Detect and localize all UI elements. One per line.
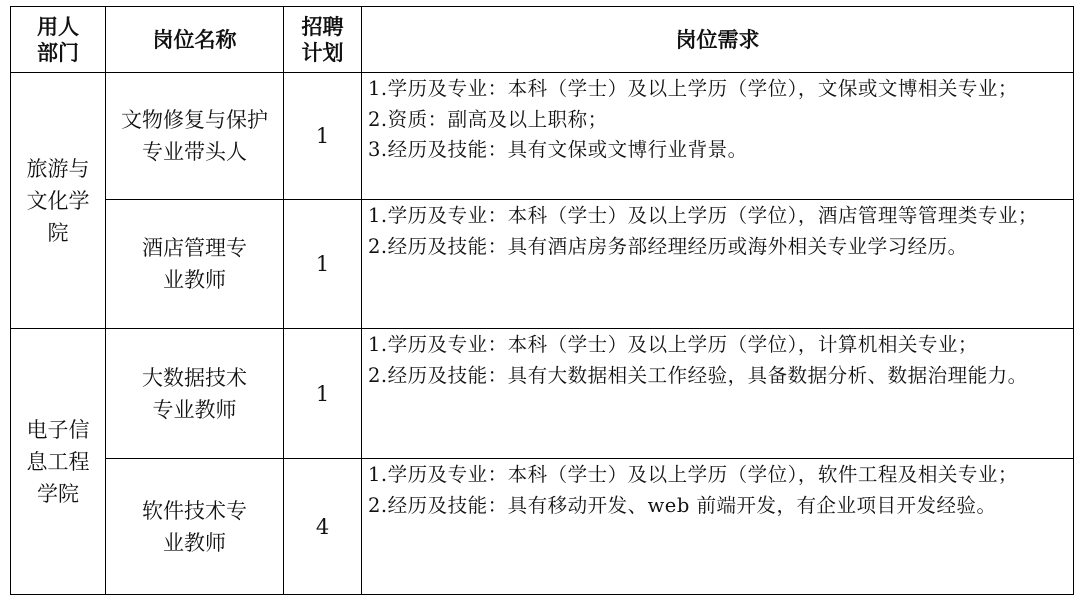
table-row <box>11 73 1074 200</box>
requirement-line: 2.经历及技能：具有移动开发、web 前端开发，有企业项目开发经验。 <box>368 493 997 517</box>
requirements-cell <box>362 459 1074 595</box>
requirement-line: 1.学历及专业：本科（学士）及以上学历（学位），文保或文博相关专业； <box>368 77 1018 100</box>
dept-cell: 电子信息工程学院 <box>11 329 106 595</box>
position-cell: 大数据技术专业教师 <box>106 329 284 459</box>
requirement-line: 1.学历及专业：本科（学士）及以上学历（学位），酒店管理等管理类专业； <box>368 204 1038 227</box>
table-row <box>11 459 1074 595</box>
count-cell: 1 <box>284 73 362 200</box>
header-plan: 招聘计划 <box>284 7 362 73</box>
position-cell: 软件技术专业教师 <box>106 459 284 595</box>
requirement-line: 2.经历及技能：具有酒店房务部经理经历或海外相关专业学习经历。 <box>368 234 968 258</box>
requirements-cell <box>362 329 1074 459</box>
count-cell: 1 <box>284 329 362 459</box>
dept-cell: 旅游与文化学院 <box>11 73 106 329</box>
requirement-line: 2.经历及技能：具有大数据相关工作经验，具备数据分析、数据治理能力。 <box>368 363 1028 387</box>
requirements-cell <box>362 200 1074 329</box>
table-row <box>11 329 1074 459</box>
position-cell: 酒店管理专业教师 <box>106 200 284 329</box>
requirement-line: 2.资质：副高及以上职称； <box>368 107 608 131</box>
table-row <box>11 200 1074 329</box>
count-cell: 4 <box>284 459 362 595</box>
count-cell: 1 <box>284 200 362 329</box>
header-dept: 用人部门 <box>11 7 106 73</box>
header-position: 岗位名称 <box>106 7 284 73</box>
header-requirements: 岗位需求 <box>362 7 1074 73</box>
requirement-line: 3.经历及技能：具有文保或文博行业背景。 <box>368 138 748 161</box>
requirement-line: 1.学历及专业：本科（学士）及以上学历（学位），软件工程及相关专业； <box>368 463 1018 486</box>
requirements-cell <box>362 73 1074 200</box>
recruitment-table <box>10 6 1074 595</box>
requirement-line: 1.学历及专业：本科（学士）及以上学历（学位），计算机相关专业； <box>368 333 978 356</box>
header-row <box>11 7 1074 73</box>
position-cell: 文物修复与保护专业带头人 <box>106 73 284 200</box>
